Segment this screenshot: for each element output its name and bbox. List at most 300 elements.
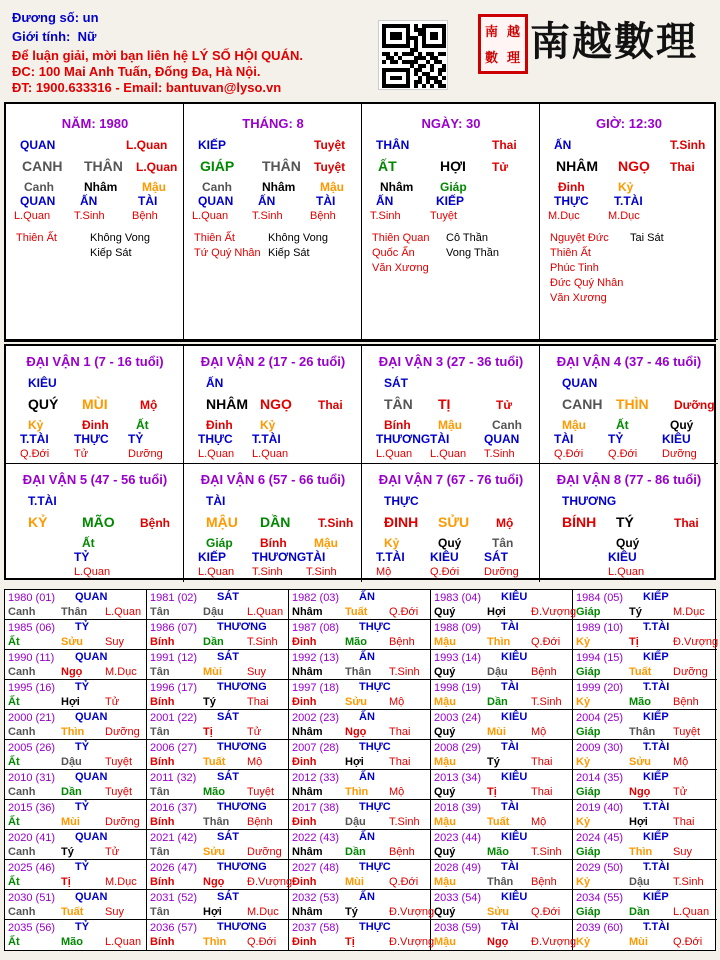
year-stem: Nhâm bbox=[292, 666, 323, 678]
dai-van-title: ĐẠI VẬN 4 (37 - 46 tuổi) bbox=[556, 354, 702, 369]
year-state: Thai bbox=[389, 756, 411, 768]
year-label: 2031 (52) bbox=[150, 892, 198, 904]
year-label: 1993 (14) bbox=[434, 652, 482, 664]
dai-van-cell bbox=[362, 464, 540, 582]
year-star: TỶ bbox=[75, 621, 90, 633]
year-state: Suy bbox=[673, 846, 692, 858]
year-star: KIẾP bbox=[643, 711, 669, 723]
year-star: TỶ bbox=[75, 741, 90, 753]
dai-van-branch: MÃO bbox=[82, 514, 115, 530]
year-branch: Mùi bbox=[345, 876, 364, 888]
dai-van-title: ĐẠI VẬN 2 (17 - 26 tuổi) bbox=[200, 354, 346, 369]
year-cell[interactable] bbox=[289, 770, 431, 800]
year-cell[interactable] bbox=[5, 770, 147, 800]
year-stem: Nhâm bbox=[292, 726, 323, 738]
gender-line bbox=[12, 29, 96, 44]
year-star: TÀI bbox=[501, 621, 519, 633]
year-cell[interactable] bbox=[289, 710, 431, 740]
qr-code[interactable] bbox=[378, 20, 448, 90]
year-star: SÁT bbox=[217, 711, 239, 723]
year-label: 1996 (17) bbox=[150, 682, 198, 694]
year-stem: Nhâm bbox=[292, 606, 323, 618]
year-stem: Mậu bbox=[434, 936, 456, 948]
auxiliary-star: Nguyệt Đức bbox=[550, 232, 609, 244]
year-label: 1995 (16) bbox=[8, 682, 56, 694]
year-star: SÁT bbox=[217, 891, 239, 903]
year-cell[interactable] bbox=[573, 590, 717, 620]
year-cell[interactable] bbox=[147, 740, 289, 770]
hidden-stem-star: ẤN bbox=[80, 194, 98, 208]
year-state: Đ.Vượng bbox=[673, 636, 719, 648]
year-branch: Hợi bbox=[629, 816, 648, 828]
hidden-stem-star: KIẾP bbox=[198, 550, 227, 564]
year-stem: Bính bbox=[150, 696, 175, 708]
year-cell[interactable] bbox=[431, 620, 573, 650]
dai-van-cell bbox=[362, 346, 540, 464]
year-star: THỰC bbox=[359, 921, 391, 933]
year-cell[interactable] bbox=[573, 920, 717, 950]
year-branch: Sửu bbox=[203, 846, 226, 858]
year-cell[interactable] bbox=[147, 710, 289, 740]
hidden-stem-state: L.Quan bbox=[608, 566, 645, 578]
hidden-stem-state: M.Dục bbox=[608, 210, 640, 222]
year-cell[interactable] bbox=[431, 710, 573, 740]
year-label: 2014 (35) bbox=[576, 772, 624, 784]
hidden-stem-state: Dưỡng bbox=[128, 448, 163, 460]
year-star: TÀI bbox=[501, 681, 519, 693]
year-star: TỶ bbox=[75, 801, 90, 813]
year-label: 2015 (36) bbox=[8, 802, 56, 814]
hidden-stem-star: QUAN bbox=[484, 432, 520, 446]
hidden-stem: Mậu bbox=[438, 418, 462, 432]
year-stem: Giáp bbox=[576, 906, 601, 918]
year-star: ẤN bbox=[359, 591, 375, 603]
seal-char: 理 bbox=[507, 51, 521, 66]
year-cell[interactable] bbox=[147, 620, 289, 650]
hidden-stem-state: T.Sinh bbox=[306, 566, 337, 578]
dai-van-state: Bệnh bbox=[140, 516, 170, 530]
year-cell[interactable] bbox=[147, 920, 289, 950]
year-star: KIÊU bbox=[501, 771, 528, 783]
year-branch: Mão bbox=[203, 786, 225, 798]
auxiliary-star: Kiếp Sát bbox=[90, 247, 132, 259]
pillar-star: QUAN bbox=[20, 138, 56, 152]
year-cell[interactable] bbox=[573, 860, 717, 890]
dai-van-branch: NGỌ bbox=[260, 396, 292, 412]
year-stem: Canh bbox=[8, 906, 36, 918]
auxiliary-star: Tứ Quý Nhân bbox=[194, 247, 261, 259]
dai-van-cell bbox=[184, 464, 362, 582]
year-cell[interactable] bbox=[431, 920, 577, 950]
dai-van-branch: SỬU bbox=[438, 514, 470, 530]
branch-state: Tuyệt bbox=[314, 160, 346, 174]
year-state: Mộ bbox=[673, 756, 689, 768]
qr-module bbox=[430, 84, 434, 88]
hidden-stem-state: L.Quan bbox=[14, 210, 51, 222]
year-star: TÀI bbox=[501, 861, 519, 873]
year-branch: Thìn bbox=[487, 636, 511, 648]
year-label: 1983 (04) bbox=[434, 592, 482, 604]
year-cell[interactable] bbox=[431, 740, 573, 770]
year-state: Q.Đới bbox=[247, 936, 277, 948]
auxiliary-star: Quốc Ấn bbox=[372, 247, 415, 259]
heavenly-stem: CANH bbox=[22, 158, 63, 174]
year-state: L.Quan bbox=[673, 906, 710, 918]
year-cell[interactable] bbox=[431, 650, 573, 680]
year-label: 1987 (08) bbox=[292, 622, 340, 634]
year-star: ẤN bbox=[359, 771, 375, 783]
year-branch: Thân bbox=[487, 876, 514, 888]
address-text: ĐC: 100 Mai Anh Tuấn, Đống Đa, Hà Nội. bbox=[12, 64, 261, 79]
hidden-stem-state: Bệnh bbox=[132, 210, 158, 222]
year-cell[interactable] bbox=[147, 830, 289, 860]
year-cell[interactable] bbox=[289, 890, 435, 920]
year-branch: Ngọ bbox=[61, 666, 83, 678]
year-state: Tuyệt bbox=[673, 726, 701, 738]
year-branch: Tuất bbox=[629, 666, 652, 678]
year-state: Tử bbox=[247, 726, 262, 738]
year-stem: Nhâm bbox=[292, 846, 323, 858]
year-stem: Tân bbox=[150, 726, 170, 738]
hidden-stem-state: Dưỡng bbox=[484, 566, 519, 578]
year-state: Thai bbox=[389, 726, 411, 738]
hidden-stem: Canh bbox=[492, 418, 522, 432]
pillar-star: ẤN bbox=[554, 138, 572, 152]
year-label: 2006 (27) bbox=[150, 742, 198, 754]
hidden-stem: Giáp bbox=[206, 536, 233, 550]
hidden-stem-state: L.Quan bbox=[192, 210, 229, 222]
dai-van-star: SÁT bbox=[384, 376, 408, 390]
hidden-stem-star: TÀI bbox=[316, 194, 336, 208]
year-label: 2012 (33) bbox=[292, 772, 340, 784]
year-cell[interactable] bbox=[573, 620, 717, 650]
year-cell[interactable] bbox=[5, 650, 147, 680]
year-label: 1981 (02) bbox=[150, 592, 198, 604]
dai-van-state: T.Sinh bbox=[318, 516, 354, 530]
auxiliary-star: Thiên Ất bbox=[550, 247, 591, 259]
dai-van-branch: MÙI bbox=[82, 396, 108, 412]
hidden-stem-state: Dưỡng bbox=[662, 448, 697, 460]
year-stem: Kỷ bbox=[576, 876, 591, 888]
year-state: Bệnh bbox=[531, 876, 557, 888]
year-branch: Dần bbox=[203, 636, 224, 648]
hidden-stem: Mậu bbox=[142, 180, 166, 194]
dai-van-star: T.TÀI bbox=[28, 494, 57, 508]
year-cell[interactable] bbox=[289, 740, 431, 770]
hidden-stem: Kỷ bbox=[384, 536, 400, 550]
year-cell[interactable] bbox=[573, 740, 717, 770]
year-state: Tuyệt bbox=[105, 786, 133, 798]
year-state: M.Dục bbox=[105, 876, 137, 888]
qr-module bbox=[430, 68, 434, 72]
hidden-stem-state: T.Sinh bbox=[484, 448, 515, 460]
year-label: 2002 (23) bbox=[292, 712, 340, 724]
year-label: 1985 (06) bbox=[8, 622, 56, 634]
gender-value: Nữ bbox=[77, 29, 97, 44]
year-state: Tử bbox=[105, 696, 120, 708]
year-cell[interactable] bbox=[431, 680, 573, 710]
year-star: ẤN bbox=[359, 711, 375, 723]
year-label: 1999 (20) bbox=[576, 682, 624, 694]
year-label: 1980 (01) bbox=[8, 592, 56, 604]
year-stem: Ất bbox=[8, 816, 20, 828]
dai-van-stem: QUÝ bbox=[28, 396, 59, 412]
year-cell[interactable] bbox=[431, 770, 573, 800]
year-branch: Dần bbox=[345, 846, 366, 858]
year-stem: Giáp bbox=[576, 846, 601, 858]
pillar-cell bbox=[362, 104, 540, 340]
year-state: Thai bbox=[673, 816, 695, 828]
year-star: KIÊU bbox=[501, 891, 528, 903]
auxiliary-star: Đức Quý Nhân bbox=[550, 277, 624, 289]
year-star: THƯƠNG bbox=[217, 681, 267, 693]
year-cell[interactable] bbox=[289, 650, 431, 680]
year-state: Đ.Vượng bbox=[389, 936, 435, 948]
year-branch: Sửu bbox=[629, 756, 652, 768]
owner-label: Đương số: bbox=[12, 10, 80, 25]
qr-module bbox=[434, 36, 438, 40]
qr-module bbox=[394, 60, 398, 64]
year-star: KIẾP bbox=[643, 591, 669, 603]
year-cell[interactable] bbox=[431, 830, 573, 860]
dai-van-cell bbox=[184, 346, 362, 464]
dai-van-cell bbox=[540, 346, 718, 464]
hidden-stem-star: TÀI bbox=[554, 432, 574, 446]
year-cell[interactable] bbox=[573, 680, 717, 710]
year-label: 1986 (07) bbox=[150, 622, 198, 634]
year-branch: Tị bbox=[345, 936, 355, 948]
dai-van-state: Mộ bbox=[496, 516, 514, 530]
hidden-stem-star: QUAN bbox=[198, 194, 234, 208]
year-branch: Hợi bbox=[203, 906, 222, 918]
year-star: QUAN bbox=[75, 591, 108, 603]
hidden-stem-state: Tuyệt bbox=[430, 210, 458, 222]
year-stem: Kỷ bbox=[576, 756, 591, 768]
year-state: Bệnh bbox=[673, 696, 699, 708]
year-stem: Ất bbox=[8, 876, 20, 888]
year-cell[interactable] bbox=[147, 680, 289, 710]
year-cell[interactable] bbox=[573, 830, 717, 860]
year-branch: Tý bbox=[487, 756, 500, 768]
year-cell[interactable] bbox=[289, 590, 431, 620]
year-stem: Kỷ bbox=[576, 816, 591, 828]
year-branch: Ngọ bbox=[629, 786, 651, 798]
phone-email-text: ĐT: 1900.633316 - Email: bantuvan@lyso.vn bbox=[12, 80, 282, 95]
year-branch: Hợi bbox=[487, 606, 506, 618]
year-cell[interactable] bbox=[147, 770, 289, 800]
year-cell[interactable] bbox=[5, 590, 147, 620]
year-label: 2016 (37) bbox=[150, 802, 198, 814]
year-stem: Canh bbox=[8, 786, 36, 798]
year-label: 1994 (15) bbox=[576, 652, 624, 664]
year-stem: Ất bbox=[8, 936, 20, 948]
year-stem: Đinh bbox=[292, 936, 317, 948]
year-branch: Mão bbox=[345, 636, 367, 648]
year-label: 1992 (13) bbox=[292, 652, 340, 664]
year-label: 2024 (45) bbox=[576, 832, 624, 844]
auxiliary-star: Kiếp Sát bbox=[268, 247, 310, 259]
hidden-stem-state: Q.Đới bbox=[608, 448, 638, 460]
year-label: 2038 (59) bbox=[434, 922, 482, 934]
year-stem: Bính bbox=[150, 876, 175, 888]
year-cell[interactable] bbox=[5, 830, 147, 860]
dai-van-state: Dưỡng bbox=[674, 398, 715, 412]
year-branch: Ngọ bbox=[487, 936, 509, 948]
year-cell[interactable] bbox=[147, 590, 289, 620]
hidden-stem: Kỷ bbox=[260, 418, 276, 432]
year-branch: Mùi bbox=[203, 666, 222, 678]
hidden-stem-state: Tử bbox=[74, 448, 89, 460]
year-state: Tuyệt bbox=[105, 756, 133, 768]
hidden-stem-star: THƯƠNG bbox=[252, 550, 307, 564]
heavenly-stem: GIÁP bbox=[200, 158, 235, 174]
year-cell[interactable] bbox=[5, 860, 147, 890]
year-state: Bệnh bbox=[247, 816, 273, 828]
year-stem: Đinh bbox=[292, 696, 317, 708]
year-cell[interactable] bbox=[147, 890, 289, 920]
year-state: Suy bbox=[105, 636, 124, 648]
year-branch: Ngọ bbox=[203, 876, 225, 888]
year-star: THỰC bbox=[359, 621, 391, 633]
year-star: THƯƠNG bbox=[217, 861, 267, 873]
hidden-stem-star: T.TÀI bbox=[614, 194, 643, 208]
year-label: 1988 (09) bbox=[434, 622, 482, 634]
year-cell[interactable] bbox=[147, 650, 289, 680]
year-cell[interactable] bbox=[289, 830, 431, 860]
hidden-stem: Kỷ bbox=[28, 418, 44, 432]
year-stem: Mậu bbox=[434, 816, 456, 828]
year-branch: Thân bbox=[629, 726, 656, 738]
year-state: Tử bbox=[673, 786, 688, 798]
qr-module bbox=[398, 76, 402, 80]
year-branch: Tuất bbox=[487, 816, 510, 828]
year-cell[interactable] bbox=[5, 890, 147, 920]
year-state: Tuyệt bbox=[247, 786, 275, 798]
hidden-stem-star: QUAN bbox=[20, 194, 56, 208]
auxiliary-star: Tai Sát bbox=[630, 232, 664, 244]
hidden-stem: Ất bbox=[136, 418, 149, 432]
year-stem: Mậu bbox=[434, 696, 456, 708]
year-stem: Kỷ bbox=[576, 636, 591, 648]
year-branch: Sửu bbox=[345, 696, 368, 708]
year-stem: Bính bbox=[150, 636, 175, 648]
year-stem: Quý bbox=[434, 846, 456, 858]
hidden-stem-star: TỶ bbox=[74, 550, 90, 564]
year-state: T.Sinh bbox=[673, 876, 704, 888]
year-cell[interactable] bbox=[289, 920, 435, 950]
year-stem: Giáp bbox=[576, 786, 601, 798]
year-state: Q.Đới bbox=[673, 936, 703, 948]
pillar-star-state: L.Quan bbox=[126, 138, 168, 152]
year-cell[interactable] bbox=[431, 860, 573, 890]
auxiliary-star: Không Vong bbox=[268, 232, 328, 244]
year-stem: Tân bbox=[150, 846, 170, 858]
year-cell[interactable] bbox=[431, 800, 573, 830]
year-cell[interactable] bbox=[573, 890, 717, 920]
hidden-stem-state: T.Sinh bbox=[252, 210, 283, 222]
year-state: L.Quan bbox=[247, 606, 284, 618]
year-cell[interactable] bbox=[573, 650, 717, 680]
year-cell[interactable] bbox=[5, 680, 147, 710]
year-stem: Quý bbox=[434, 726, 456, 738]
year-stem: Giáp bbox=[576, 666, 601, 678]
hidden-stem-star: KIÊU bbox=[608, 550, 637, 564]
hidden-stem-star: TỶ bbox=[128, 432, 144, 446]
qr-module bbox=[406, 84, 410, 88]
year-cell[interactable] bbox=[5, 620, 147, 650]
year-stem: Mậu bbox=[434, 636, 456, 648]
year-star: THỰC bbox=[359, 861, 391, 873]
year-cell[interactable] bbox=[5, 740, 147, 770]
gender-label: Giới tính: bbox=[12, 29, 71, 44]
year-cell[interactable] bbox=[289, 620, 431, 650]
year-star: T.TÀI bbox=[643, 681, 670, 693]
year-cell[interactable] bbox=[289, 800, 431, 830]
year-state: Thai bbox=[247, 696, 269, 708]
dai-van-stem: BÍNH bbox=[562, 514, 597, 530]
hidden-stem-state: T.Sinh bbox=[74, 210, 105, 222]
year-stem: Đinh bbox=[292, 636, 317, 648]
year-state: Q.Đới bbox=[531, 636, 561, 648]
year-cell[interactable] bbox=[431, 890, 573, 920]
hidden-stem-star: THỰC bbox=[74, 432, 109, 446]
year-star: KIÊU bbox=[501, 651, 528, 663]
dai-van-star: QUAN bbox=[562, 376, 598, 390]
year-branch: Thìn bbox=[629, 846, 653, 858]
year-cell[interactable] bbox=[147, 800, 289, 830]
year-cell[interactable] bbox=[5, 920, 147, 950]
year-cell[interactable] bbox=[5, 710, 147, 740]
hidden-stem: Nhâm bbox=[84, 180, 118, 194]
year-label: 2019 (40) bbox=[576, 802, 624, 814]
year-cell[interactable] bbox=[573, 710, 717, 740]
year-label: 2009 (30) bbox=[576, 742, 624, 754]
year-state: Mộ bbox=[531, 816, 547, 828]
dai-van-star: THỰC bbox=[384, 494, 419, 508]
year-label: 2020 (41) bbox=[8, 832, 56, 844]
pillar-title: THÁNG: 8 bbox=[242, 116, 304, 131]
year-label: 2037 (58) bbox=[292, 922, 340, 934]
qr-module bbox=[414, 84, 418, 88]
year-state: Q.Đới bbox=[389, 876, 419, 888]
year-stem: Tân bbox=[150, 666, 170, 678]
hidden-stem-state: M.Dục bbox=[548, 210, 580, 222]
year-cell[interactable] bbox=[147, 860, 293, 890]
hidden-stem: Đinh bbox=[558, 180, 585, 194]
year-cell[interactable] bbox=[573, 800, 717, 830]
year-stem: Kỷ bbox=[576, 936, 591, 948]
year-stem: Nhâm bbox=[292, 906, 323, 918]
dai-van-branch: TÝ bbox=[616, 514, 634, 530]
hidden-stem-star: ẤN bbox=[376, 194, 394, 208]
year-cell[interactable] bbox=[289, 860, 431, 890]
year-stem: Canh bbox=[8, 606, 36, 618]
qr-module bbox=[442, 84, 446, 88]
branch-state: Tử bbox=[492, 160, 509, 174]
hidden-stem: Canh bbox=[24, 180, 54, 194]
year-cell[interactable] bbox=[573, 770, 717, 800]
pillar-state: T.Sinh bbox=[670, 138, 706, 152]
red-seal-stamp bbox=[478, 14, 528, 74]
hidden-stem-state: L.Quan bbox=[198, 448, 235, 460]
year-star: THƯƠNG bbox=[217, 621, 267, 633]
year-cell[interactable] bbox=[289, 680, 431, 710]
year-state: Bệnh bbox=[389, 636, 415, 648]
year-cell[interactable] bbox=[5, 800, 147, 830]
year-branch: Mão bbox=[487, 846, 509, 858]
year-star: SÁT bbox=[217, 591, 239, 603]
year-cell[interactable] bbox=[431, 590, 577, 620]
